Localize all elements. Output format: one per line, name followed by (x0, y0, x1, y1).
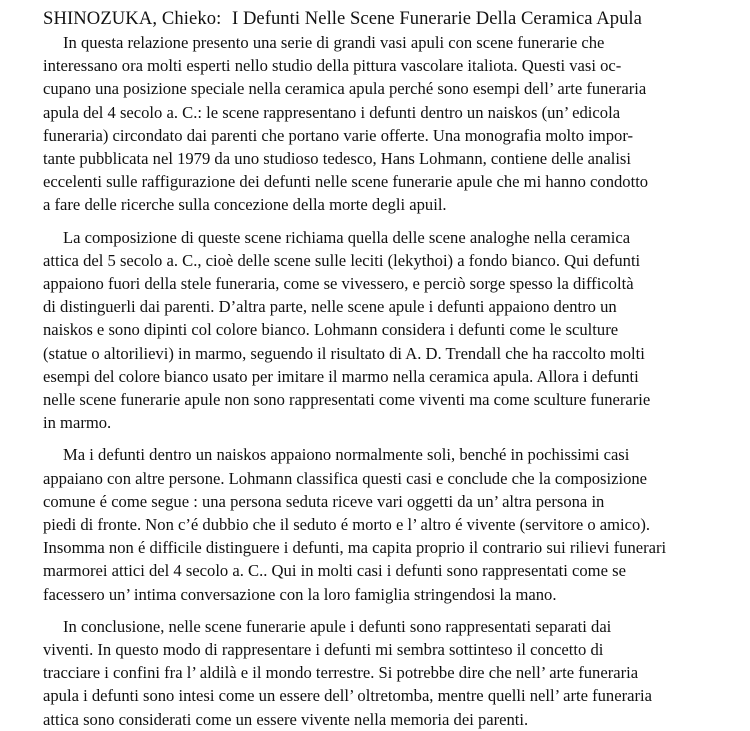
document-header (43, 7, 706, 31)
paragraph-4 (43, 615, 706, 731)
text-line: nelle scene funerarie apule non sono rappresentati come viventi ma come sculture funerarie (43, 390, 651, 410)
text-line: In questa relazione presento una serie di grandi vasi apuli con scene funerarie che (63, 33, 605, 52)
text-line: cupano una posizione speciale nella ceramica apula perché sono esempi dell’ arte funeraria (43, 79, 647, 99)
text-line: eccelenti sulle raffigurazione dei defunti nelle scene funerarie apule che mi hanno condotto (43, 172, 649, 192)
author-name: SHINOZUKA, Chieko (43, 8, 217, 29)
text-line: comune é come segue : una persona seduta riceve vari oggetti da un’ altra persona in (43, 491, 605, 511)
text-line: tracciare i confini fra l’ aldilà e il mondo terrestre. Si potrebbe dire che nell’ arte funeraria (43, 663, 639, 683)
text-line: attica del 5 secolo a. C., cioè delle scene sulle leciti (lekythoi) a fondo bianco. Qui defunti (43, 250, 641, 270)
title-separator: : (216, 8, 222, 29)
text-line: naiskos e sono dipinti col colore bianco. Lohmann considera i defunti come le sculture (43, 320, 619, 340)
text-line: esempi del colore bianco usato per imitare il marmo nella ceramica apula. Allora i defunti (43, 366, 639, 386)
paragraph-3 (43, 443, 706, 605)
text-line: piedi di fronte. Non c’é dubbio che il seduto é morto e l’ altro é vivente (servitore o amico). (43, 515, 651, 535)
text-line: apula i defunti sono intesi come un essere dell’ oltretomba, mentre quelli nell’ arte funeraria (43, 686, 652, 706)
paragraph-gap (43, 606, 706, 615)
paragraph-gap (43, 434, 706, 443)
text-line: appaiano con altre persone. Lohmann classifica questi casi e conclude che la composizione (43, 468, 648, 488)
text-line: apula del 4 secolo a. C.: le scene rappresentano i defunti dentro un naiskos (un’ edicola (43, 102, 621, 122)
text-line: appaiono fuori della stele funeraria, come se vivessero, e perciò sorge spesso la difficoltà (43, 274, 634, 294)
text-line: In conclusione, nelle scene funerarie apule i defunti sono rappresentati separati dai (63, 616, 612, 636)
text-line: La composizione di queste scene richiama quella delle scene analoghe nella ceramica (63, 227, 631, 247)
text-line: facessero un’ intima conversazione con la loro famiglia stringendosi la mano. (43, 584, 557, 604)
paragraph-2 (43, 226, 706, 435)
text-line: attica sono considerati come un essere vivente nella memoria dei parenti. (43, 709, 529, 729)
text-line: marmorei attici del 4 secolo a. C.. Qui in molti casi i defunti sono rappresentati come se (43, 561, 626, 581)
text-line: interessano ora molti esperti nello studio della pittura vascolare italiota. Questi vasi oc- (43, 56, 622, 76)
text-line: a fare delle ricerche sulla concezione della morte degli apuil. (43, 195, 447, 215)
text-line: in marmo. (43, 413, 112, 433)
paragraph-gap (43, 217, 706, 226)
text-line: tante pubblicata nel 1979 da uno studioso tedesco, Hans Lohmann, contiene delle analisi (43, 149, 632, 169)
text-line: (statue o altorilievi) in marmo, seguendo il risultato di A. D. Trendall che ha raccolto molti (43, 343, 645, 363)
text-line: Ma i defunti dentro un naiskos appaiono normalmente soli, benché in pochissimi casi (63, 445, 630, 465)
paragraph-1 (43, 31, 706, 217)
text-line: funeraria) circondato dai parenti che portano varie offerte. Una monografia molto impor- (43, 125, 634, 145)
text-line: Insomma non é difficile distinguere i defunti, ma capita proprio il contrario sui rilievi funerari (43, 538, 667, 558)
text-line: viventi. In questo modo di rappresentare i defunti mi sembra sottinteso il concetto di (43, 640, 604, 660)
document-title: I Defunti Nelle Scene Funerarie Della Ceramica Apula (232, 8, 642, 29)
text-line: di distinguerli dai parenti. D’altra parte, nelle scene apule i defunti appaiono dentro un (43, 297, 617, 317)
